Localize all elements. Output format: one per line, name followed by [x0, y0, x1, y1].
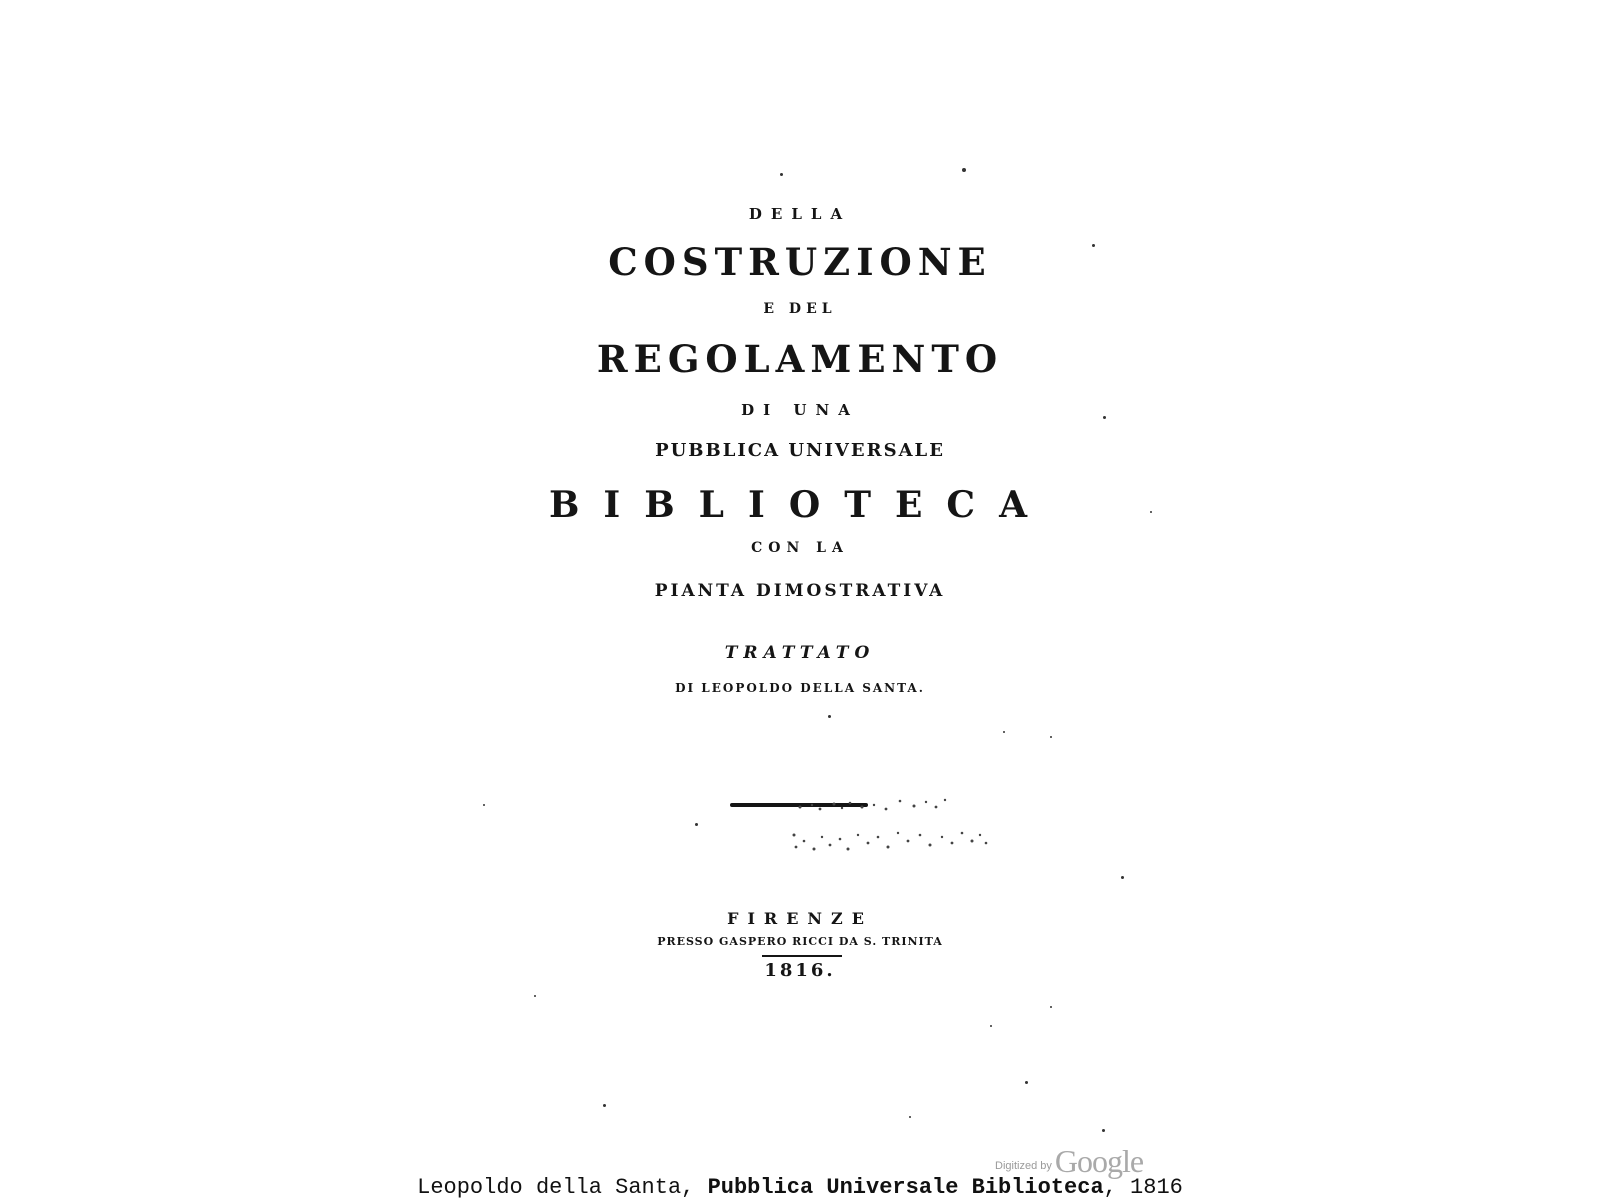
scan-speck [1103, 416, 1106, 419]
title-line-e-del: E DEL [763, 301, 837, 317]
title-line-con-la: CON LA [751, 540, 849, 556]
scan-speck [695, 823, 698, 826]
imprint-city: FIRENZE [727, 909, 873, 928]
title-line-costruzione: COSTRUZIONE [608, 240, 992, 284]
caption-year: , 1816 [1103, 1175, 1183, 1200]
title-line-pubblica-universale: PUBBLICA UNIVERSALE [655, 440, 945, 461]
title-line-regolamento: REGOLAMENTO [596, 337, 1004, 381]
caption [0, 1175, 1600, 1200]
scan-speck [483, 804, 485, 806]
scan-speck [1050, 736, 1052, 738]
author-line: DI LEOPOLDO DELLA SANTA. [675, 681, 925, 695]
digitized-by-google-watermark [995, 1143, 1143, 1177]
scan-speck [909, 1116, 911, 1118]
scan-speck [1025, 1081, 1028, 1084]
scan-speck [1102, 1129, 1105, 1132]
scan-speck [962, 168, 966, 172]
title-line-di-una: DI UNA [741, 401, 859, 419]
imprint-rule [762, 955, 842, 957]
title-line-biblioteca: BIBLIOTECA [548, 484, 1052, 526]
imprint-year: 1816. [764, 960, 836, 981]
watermark-prefix: Digitized by [995, 1160, 1052, 1172]
title-line-pianta-dimostrativa: PIANTA DIMOSTRATIVA [654, 581, 946, 601]
scan-speck [1003, 731, 1005, 733]
library-stamp-icon [790, 795, 1000, 865]
scan-speck [828, 715, 831, 718]
scan-speck [990, 1025, 992, 1027]
title-line-della: DELLA [748, 205, 852, 223]
scan-speck [1050, 1006, 1052, 1008]
subtitle-trattato: TRATTATO [724, 643, 876, 663]
watermark-brand: Google [1054, 1143, 1144, 1179]
imprint-printer: PRESSO GASPERO RICCI DA S. TRINITA [657, 935, 943, 948]
scan-speck [1092, 244, 1095, 247]
scan-speck [1150, 511, 1152, 513]
scan-speck [534, 995, 536, 997]
caption-author: Leopoldo della Santa, [417, 1175, 708, 1200]
scan-speck [1121, 876, 1124, 879]
caption-title: Pubblica Universale Biblioteca [707, 1175, 1104, 1200]
scan-speck [603, 1104, 606, 1107]
scan-speck [780, 173, 783, 176]
